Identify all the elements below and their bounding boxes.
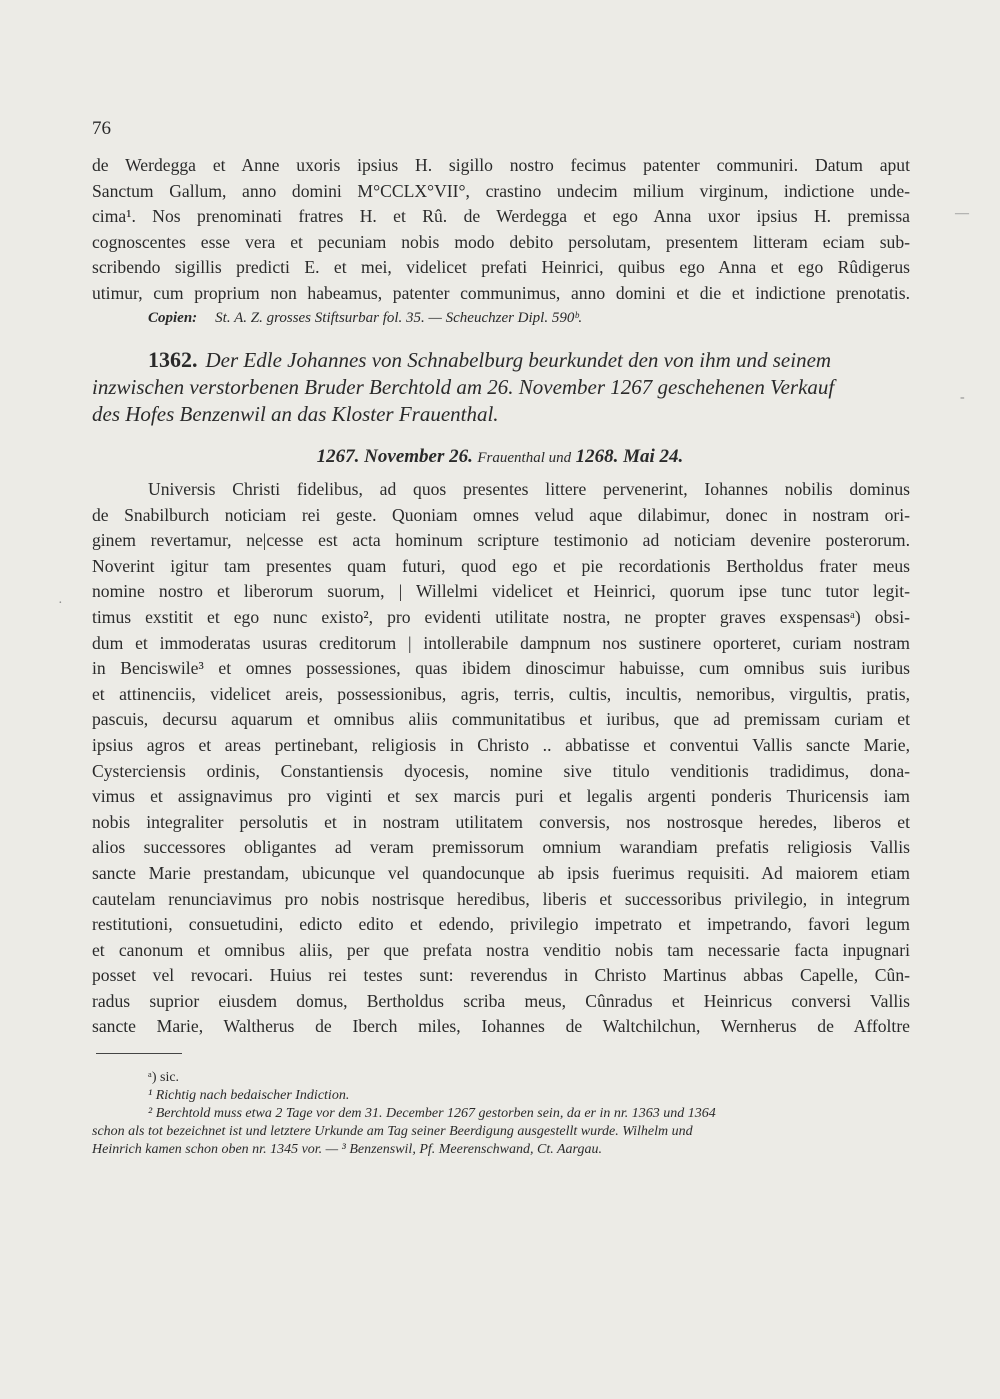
footnote-a: ᵃ) sic. (148, 1070, 180, 1085)
text-line: cautelam renunciavimus pro nobis nostrisque heredibus, liberis et successoribus privilegio, in integrum (92, 888, 910, 909)
document-heading (92, 346, 910, 428)
text-line: restitutioni, consuetudini, edicto edito et edendo, privilegio impetrato et impetrando, favori legum (92, 914, 910, 935)
text-line: sancte Marie, Waltherus de Iberch miles, Iohannes de Waltchilchun, Wernherus de Affoltre (92, 1016, 910, 1037)
text-line: cima¹. Nos prenominati fratres H. et Rû. de Werdegga et ego Anna uxor ipsius H. premissa (92, 206, 910, 227)
source-label: Copien: (148, 310, 198, 326)
text-line: de Snabilburch noticiam rei geste. Quoniam omnes velud aque dilabimur, donec in nostram ori- (92, 504, 910, 525)
title-line: Der Edle Johannes von Schnabelburg beurkundet den von ihm und seinem (205, 348, 832, 372)
text-line: dum et immoderatas usuras creditorum | intollerabile dampnum nos sustinere oporteret, curiam nostram (92, 632, 910, 653)
text-line: cognoscentes esse vera et pecuniam nobis modo debito persolutam, presentem litteram eciam sub- (92, 231, 910, 252)
charter-body (92, 477, 910, 1040)
footnote-divider (96, 1053, 182, 1054)
margin-mark: · (58, 596, 63, 611)
document-number: 1362. (148, 347, 198, 372)
date-part-2: 1268. Mai 24. (575, 446, 684, 467)
footnote-2-line: ² Berchtold muss etwa 2 Tage vor dem 31. December 1267 gestorben sein, da er in nr. 1363 und 1364 (148, 1106, 716, 1121)
footnote-2-line: schon als tot bezeichnet ist und letztere Urkunde am Tag seiner Beerdigung ausgestellt wurde. Wilhelm und (92, 1124, 693, 1139)
title-line: des Hofes Benzenwil an das Kloster Frauenthal. (92, 402, 499, 426)
text-line: ginem revertamur, ne|cesse est acta hominum scripture testimonio ad noticiam devenire posterorum. (92, 530, 910, 551)
source-citation (148, 310, 582, 327)
text-line: Universis Christi fidelibus, ad quos presentes littere pervenerint, Iohannes nobilis dominus (148, 479, 910, 499)
text-line: pascuis, decursu aquarum et omnibus aliis communitatibus et iuribus, que ad premissam curiam et (92, 709, 910, 730)
continuation-paragraph (92, 153, 910, 307)
text-line: utimur, cum proprium non habeamus, patenter communimus, anno domini et die et indictione prenotatis. (92, 282, 910, 303)
text-line: ipsius agros et areas pertinebant, religiosis in Christo .. abbatisse et conventui Vallis sancte Marie, (92, 734, 910, 755)
dateline (0, 446, 1000, 468)
text-line: radus suprior eiusdem domus, Bertholdus scriba meus, Cûnradus et Heinricus conversi Vallis (92, 990, 910, 1011)
place-and: Frauenthal und (477, 450, 572, 466)
footnotes (92, 1069, 910, 1159)
margin-mark: - (960, 390, 965, 405)
text-line: sancte Marie prestandam, ubicunque vel quandocunque ab ipsis fuerimus requisiti. Ad maiorem etiam (92, 862, 910, 883)
footnote-2-line: Heinrich kamen schon oben nr. 1345 vor. — ³ Benzenswil, Pf. Meerenschwand, Ct. Aargau. (92, 1142, 602, 1157)
text-line: Sanctum Gallum, anno domini M°CCLX°VII°, crastino undecim milium virginum, indictione unde- (92, 180, 910, 201)
text-line: de Werdegga et Anne uxoris ipsius H. sigillo nostro fecimus patenter communiri. Datum aput (92, 155, 910, 175)
text-line: et attinenciis, videlicet areis, possessionibus, agris, terris, cultis, incultis, nemoribus, virgultis, pratis, (92, 683, 910, 704)
heading-line-1 (92, 346, 910, 374)
text-line: vimus et assignavimus pro viginti et sex marcis puri et legalis argenti ponderis Thuricensis iam (92, 786, 910, 807)
text-line: scribendo sigillis predicti E. et mei, videlicet prefati Heinrici, quibus ego Anna et ego Rûdigerus (92, 257, 910, 278)
text-line: in Benciswile³ et omnes possessiones, quas ibidem dinoscimur habuisse, cum omnibus suis iuribus (92, 658, 910, 679)
source-text: St. A. Z. grosses Stiftsurbar fol. 35. — Scheuchzer Dipl. 590ᵇ. (215, 310, 583, 326)
footnote-1: ¹ Richtig nach bedaischer Indiction. (148, 1088, 350, 1103)
page-number: 76 (92, 118, 111, 139)
title-line: inzwischen verstorbenen Bruder Berchtold am 26. November 1267 geschehenen Verkauf (92, 375, 835, 399)
text-line: nomine nostro et liberorum suorum, | Willelmi videlicet et Heinrici, quorum ipse tunc tutor legit- (92, 581, 910, 602)
text-line: et canonum et omnibus aliis, per que prefata nostra venditio nobis tam necessarie facta inpugnari (92, 939, 910, 960)
date-part-1: 1267. November 26. (316, 446, 473, 467)
text-line: timus exstitit et ego nunc existo², pro evidenti utilitate nostra, ne propter graves exspensasᵃ) obsi- (92, 606, 910, 627)
text-line: Cysterciensis ordinis, Constantiensis dyocesis, nomine sive titulo venditionis tradidimus, dona- (92, 760, 910, 781)
text-line: nobis integraliter persolutis et in nostram utilitatem conversis, nos nostrosque heredes, liberos et (92, 811, 910, 832)
text-line: posset vel revocari. Huius rei testes sunt: reverendus in Christo Martinus abbas Capelle, Cûn- (92, 965, 910, 986)
text-line: alios successores obligantes ad veram premissorum omnium warandiam prefatis religiosis Vallis (92, 837, 910, 858)
margin-mark: — (955, 206, 969, 221)
text-line: Noverint igitur tam presentes quam futuri, quod ego et pie recordationis Bertholdus frater meus (92, 555, 910, 576)
